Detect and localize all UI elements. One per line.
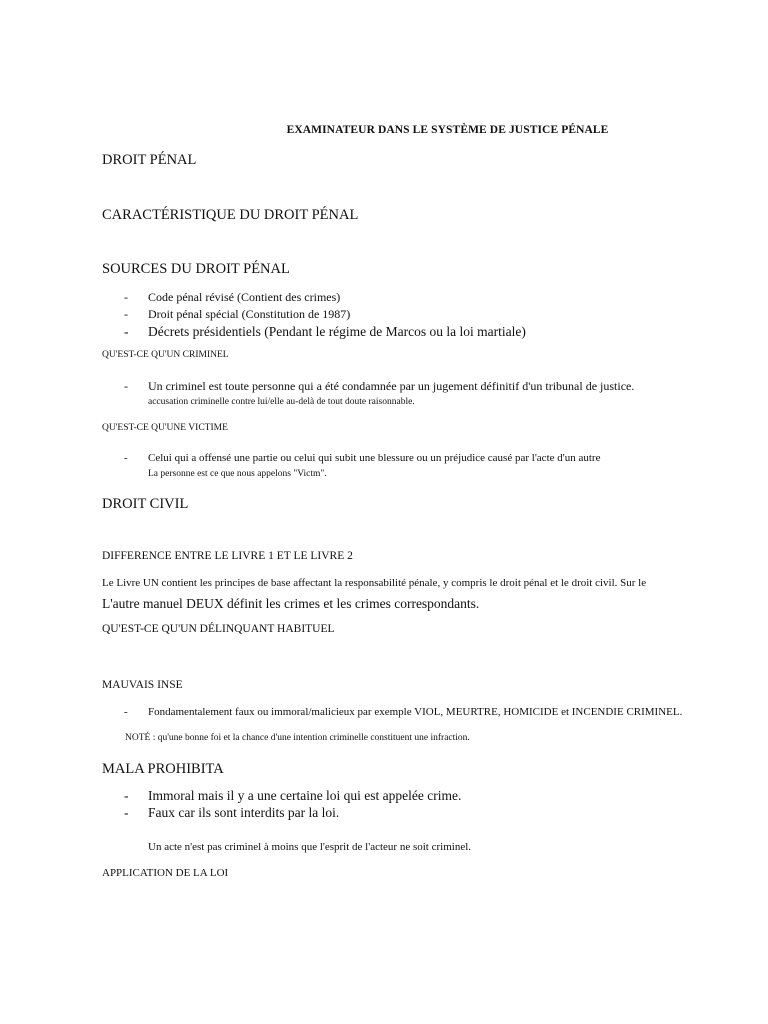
bullet-dash: -	[124, 788, 129, 803]
heading-caracteristique: CARACTÉRISTIQUE DU DROIT PÉNAL	[102, 207, 359, 223]
heading-droit-civil: DROIT CIVIL	[102, 496, 189, 512]
difference-text: L'autre manuel DEUX définit les crimes et les crimes correspondants.	[102, 596, 480, 611]
victime-item: Celui qui a offensé une partie ou celui qui subit une blessure ou un préjudice causé par l'acte d'un autre	[148, 452, 601, 464]
heading-mala-prohibita: MALA PROHIBITA	[102, 761, 224, 777]
criminel-item: Un criminel est toute personne qui a été condamnée par un jugement définitif d'un tribunal de justice.	[148, 379, 635, 393]
bullet-dash: -	[124, 805, 129, 820]
sources-item: Droit pénal spécial (Constitution de 1987)	[148, 307, 351, 321]
document-title: EXAMINATEUR DANS LE SYSTÈME DE JUSTICE PÉNALE	[286, 124, 609, 136]
heading-victime: QU'EST-CE QU'UNE VICTIME	[102, 423, 228, 433]
victime-note: La personne est ce que nous appelons "Victm".	[148, 469, 327, 479]
mala-item: Faux car ils sont interdits par la loi.	[148, 805, 340, 820]
sources-item: Décrets présidentiels (Pendant le régime de Marcos ou la loi martiale)	[148, 324, 526, 339]
heading-difference: DIFFERENCE ENTRE LE LIVRE 1 ET LE LIVRE 2	[102, 550, 353, 562]
mauvais-note: NOTÉ : qu'une bonne foi et la chance d'une intention criminelle constituent une infraction.	[125, 733, 470, 743]
bullet-dash: -	[124, 706, 128, 718]
bullet-dash: -	[124, 379, 128, 393]
heading-criminel: QU'EST-CE QU'UN CRIMINEL	[102, 350, 229, 360]
bullet-dash: -	[124, 307, 128, 321]
difference-text: Le Livre UN contient les principes de base affectant la responsabilité pénale, y compris le droit pénal et le droit civil. Sur le	[102, 577, 647, 589]
bullet-dash: -	[124, 324, 129, 339]
heading-delinquant: QU'EST-CE QU'UN DÉLINQUANT HABITUEL	[102, 623, 335, 635]
criminel-note: accusation criminelle contre lui/elle au-delà de tout doute raisonnable.	[148, 397, 415, 407]
mala-note: Un acte n'est pas criminel à moins que l'esprit de l'acteur ne soit criminel.	[148, 841, 472, 853]
heading-mauvais: MAUVAIS INSE	[102, 679, 183, 691]
mala-item: Immoral mais il y a une certaine loi qui est appelée crime.	[148, 788, 462, 803]
sources-item: Code pénal révisé (Contient des crimes)	[148, 290, 341, 304]
heading-droit-penal: DROIT PÉNAL	[102, 152, 197, 168]
bullet-dash: -	[124, 290, 128, 304]
heading-sources: SOURCES DU DROIT PÉNAL	[102, 261, 290, 277]
mauvais-item: Fondamentalement faux ou immoral/malicieux par exemple VIOL, MEURTRE, HOMICIDE et INCENDIE CRIMINEL.	[148, 706, 683, 718]
heading-application: APPLICATION DE LA LOI	[102, 867, 229, 879]
bullet-dash: -	[124, 452, 128, 464]
